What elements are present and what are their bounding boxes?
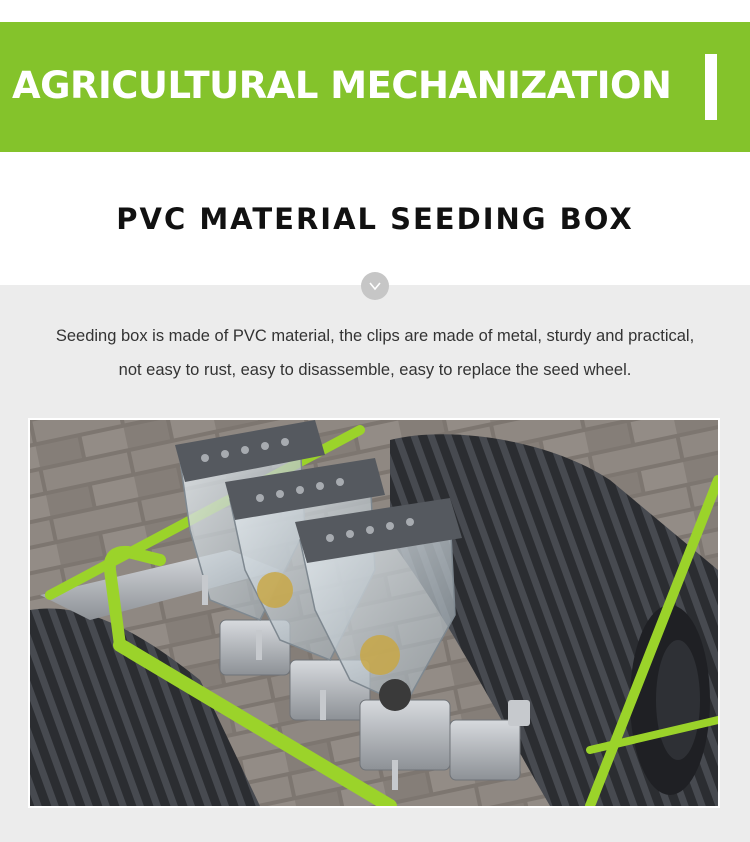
seeder-machine-photo [30,420,718,806]
divider-badge [361,272,389,300]
chevron-down-icon [368,281,382,291]
product-photo-frame [28,418,720,808]
section-title: PVC MATERIAL SEEDING BOX [116,202,634,236]
description-line-1: Seeding box is made of PVC material, the clips are made of metal, sturdy and practical, [55,327,695,345]
description-line-2: not easy to rust, easy to disassemble, easy to replace the seed wheel. [118,361,632,379]
banner-title: AGRICULTURAL MECHANIZATION [12,64,672,107]
banner-accent-bar [705,54,717,120]
